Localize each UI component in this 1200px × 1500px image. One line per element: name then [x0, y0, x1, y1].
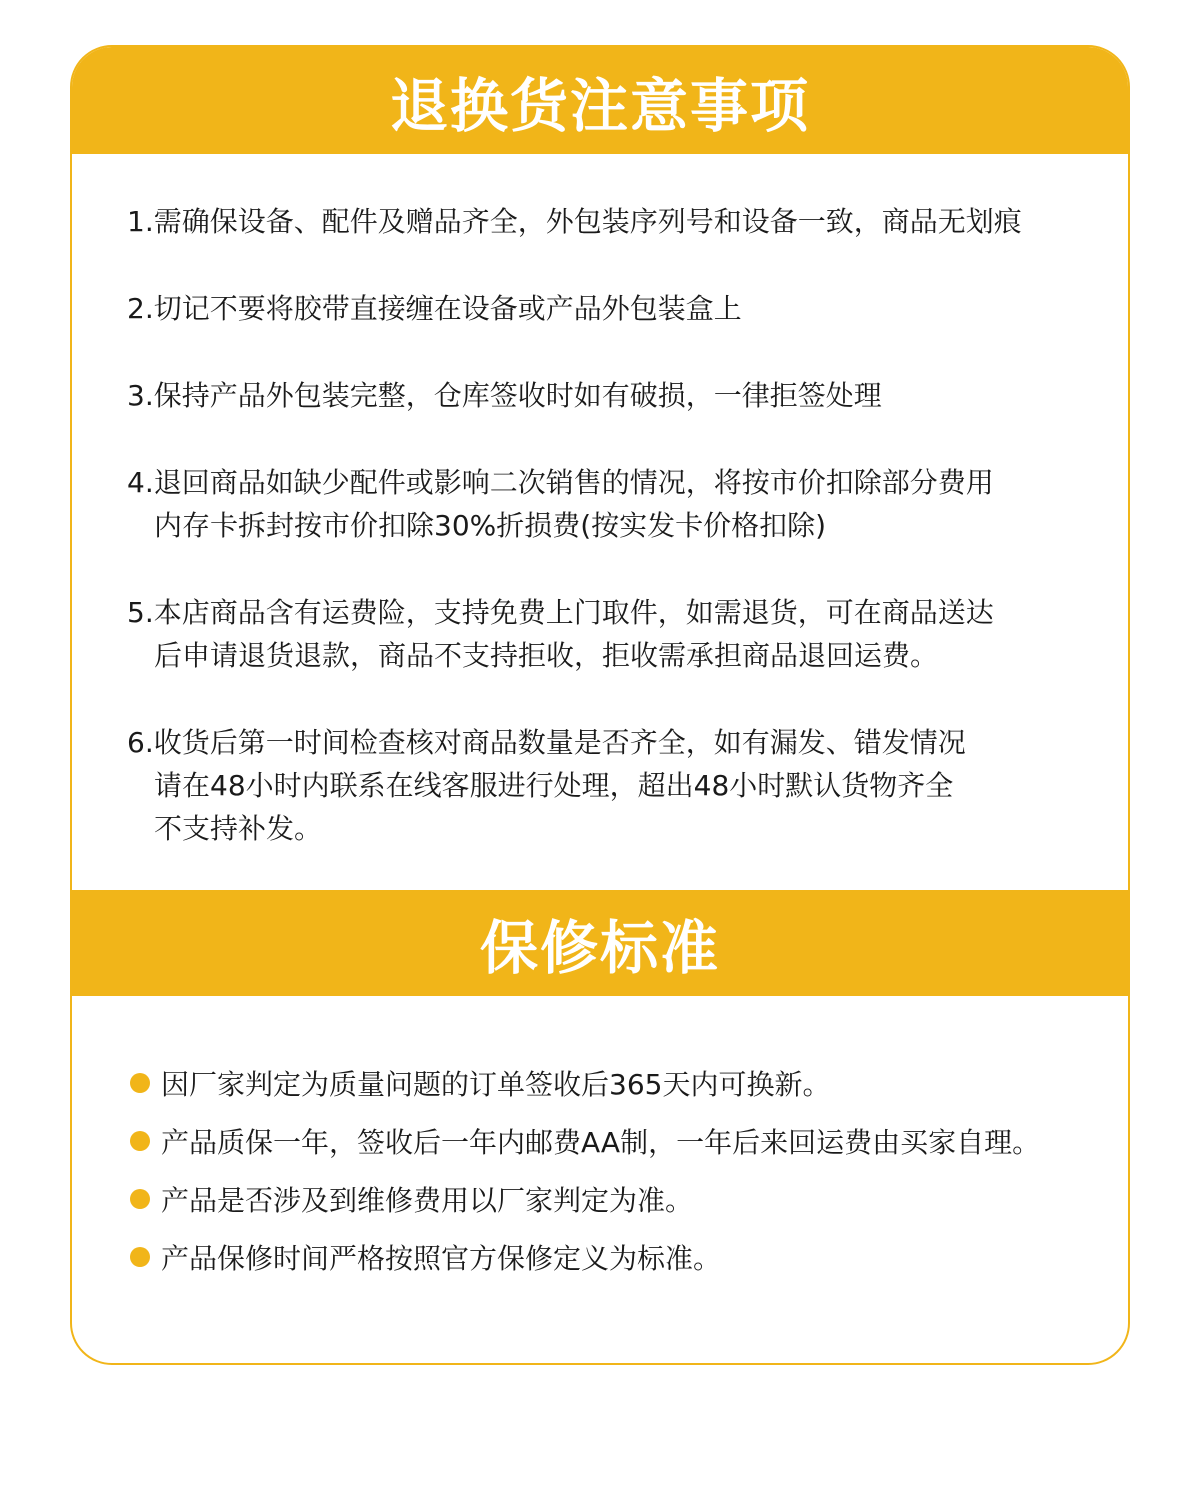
returns-note [127, 461, 1087, 547]
bullet-dot-icon [130, 1073, 150, 1093]
bullet-dot-icon [130, 1131, 150, 1151]
info-card [70, 45, 1130, 1365]
returns-heading-band [72, 47, 1128, 154]
warranty-item [130, 1179, 1090, 1219]
warranty-item-text: 因厂家判定为质量问题的订单签收后365天内可换新。 [161, 1068, 831, 1101]
returns-note [127, 721, 1087, 850]
warranty-item-text: 产品是否涉及到维修费用以厂家判定为准。 [161, 1184, 694, 1217]
returns-note [127, 287, 1087, 330]
note-line: 后申请退货退款，商品不支持拒收，拒收需承担商品退回运费。 [154, 639, 939, 672]
note-line: 内存卡拆封按市价扣除30%折损费(按实发卡价格扣除) [154, 509, 827, 542]
returns-title: 退换货注意事项 [389, 71, 810, 140]
returns-note [127, 200, 1087, 243]
note-line: 2.切记不要将胶带直接缠在设备或产品外包装盒上 [127, 292, 742, 325]
note-line: 5.本店商品含有运费险，支持免费上门取件，如需退货，可在商品送达 [127, 596, 994, 629]
note-line: 不支持补发。 [154, 812, 323, 845]
warranty-item-text: 产品保修时间严格按照官方保修定义为标准。 [161, 1242, 722, 1275]
note-line: 请在48小时内联系在线客服进行处理，超出48小时默认货物齐全 [154, 769, 954, 802]
warranty-item [130, 1063, 1090, 1103]
note-line: 3.保持产品外包装完整，仓库签收时如有破损，一律拒签处理 [127, 379, 882, 412]
warranty-title: 保修标准 [479, 914, 720, 982]
bullet-dot-icon [130, 1247, 150, 1267]
returns-notes-list [127, 200, 1087, 850]
bullet-dot-icon [130, 1189, 150, 1209]
returns-note [127, 591, 1087, 677]
warranty-item [130, 1121, 1090, 1161]
warranty-list [130, 1063, 1090, 1277]
warranty-item [130, 1237, 1090, 1277]
returns-note [127, 374, 1087, 417]
note-line: 1.需确保设备、配件及赠品齐全，外包装序列号和设备一致，商品无划痕 [127, 205, 1022, 238]
note-line: 6.收货后第一时间检查核对商品数量是否齐全，如有漏发、错发情况 [127, 726, 966, 759]
warranty-heading-band [72, 890, 1128, 996]
warranty-item-text: 产品质保一年，签收后一年内邮费AA制，一年后来回运费由买家自理。 [161, 1126, 1041, 1159]
note-line: 4.退回商品如缺少配件或影响二次销售的情况，将按市价扣除部分费用 [127, 466, 994, 499]
